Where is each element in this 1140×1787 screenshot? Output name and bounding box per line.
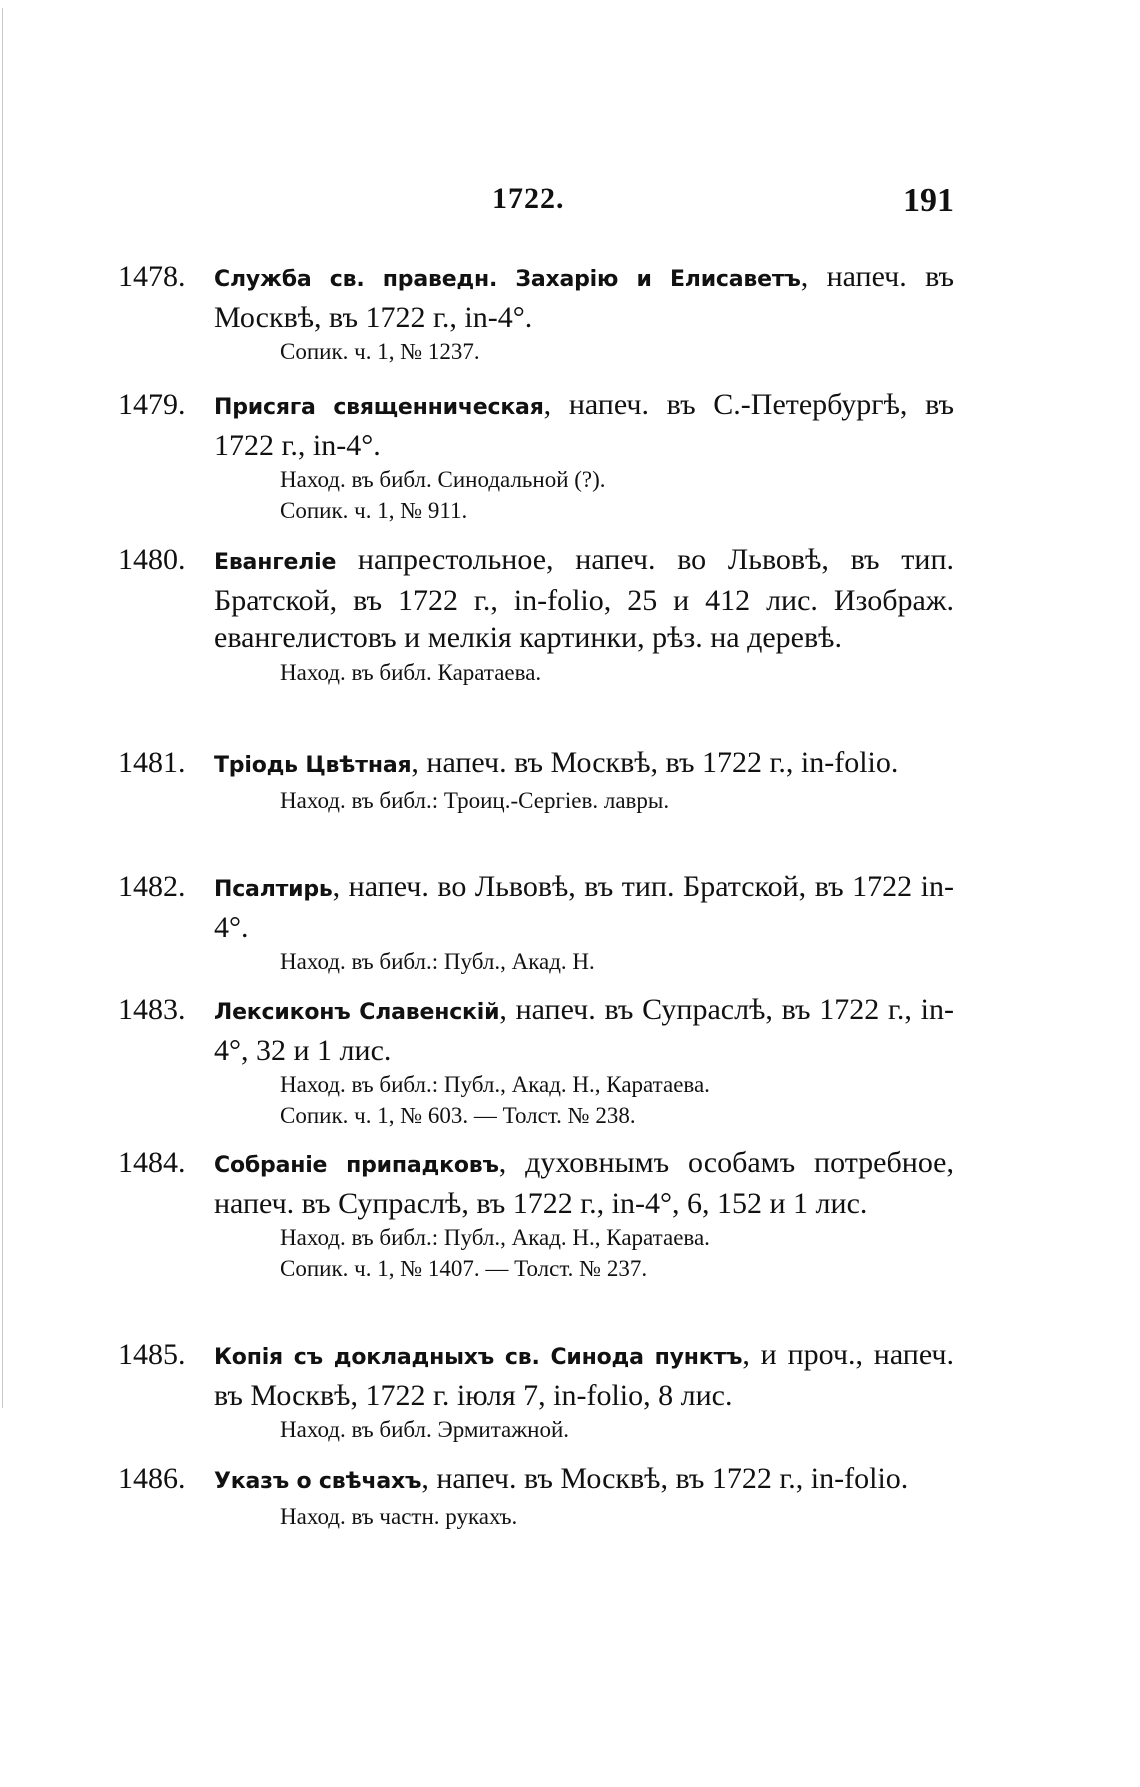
page-number: 191 [903, 182, 954, 219]
entry-text [214, 991, 954, 1131]
entry-notes [214, 336, 954, 367]
entry-note: Сопик. ч. 1, № 603. — Толст. № 238. [280, 1103, 636, 1128]
entry-text [214, 1144, 954, 1284]
entry-title: Копія съ докладныхъ св. Синода пунктъ [214, 1345, 743, 1370]
entry-title: Указъ о свѣчахъ [214, 1469, 422, 1494]
entry-number: 1480. [118, 543, 186, 576]
entry-note: Наход. въ библ.: Троиц.-Сергіев. лавры. [280, 787, 670, 813]
entry-text [214, 541, 954, 688]
entry-notes [214, 1414, 954, 1445]
entry-notes [214, 1222, 954, 1284]
entry-number: 1479. [118, 388, 186, 421]
entry-body: , напеч. въ Москвѣ, въ 1722 г., in-4°. [214, 260, 955, 334]
entry-title: Евангеліе [214, 550, 337, 575]
entry-number: 1486. [118, 1462, 186, 1495]
entry-title: Собраніе припадковъ [214, 1153, 499, 1178]
entry-body: напрестольное, напеч. во Львовѣ, въ тип. Братской, въ 1722 г., in-folio, 25 и 412 лис. Изображ. евангелистовъ и мелкія картинки, рѣз. на деревѣ. [214, 543, 954, 654]
entry-text [214, 744, 954, 816]
entry-number: 1484. [118, 1146, 186, 1179]
entry-note: Наход. въ библ. Эрмитажной. [280, 1417, 570, 1442]
entry-number: 1485. [118, 1338, 186, 1371]
entry-text [214, 258, 954, 367]
entry-body: , напеч. въ Москвѣ, въ 1722 г., in-folio. [421, 1462, 909, 1495]
entry-body: , напеч. въ С.-Петербургѣ, въ 1722 г., in-4°. [214, 388, 954, 462]
entry-text [214, 386, 954, 526]
entry-title: Лексиконъ Славенскій [214, 1000, 500, 1025]
entry-number: 1481. [118, 746, 186, 779]
running-header [0, 182, 1140, 226]
entry-text [214, 1336, 954, 1445]
entry-notes [214, 1501, 954, 1532]
entry-note: Сопик. ч. 1, № 1237. [280, 339, 480, 364]
entry-body: , и проч., напеч. въ Москвѣ, 1722 г. іюля 7, in-folio, 8 лис. [214, 1338, 954, 1412]
entry-title: Псалтирь [214, 877, 333, 902]
running-year: 1722. [492, 182, 565, 215]
entry-note: Наход. въ библ. Синодальной (?). [280, 467, 606, 492]
entry-note: Наход. въ библ.: Публ., Акад. Н., Каратаева. [280, 1225, 710, 1250]
entry-number: 1482. [118, 870, 186, 903]
entry-title: Присяга священническая [214, 395, 544, 420]
entry-note: Наход. въ библ.: Публ., Акад. Н. [280, 949, 595, 974]
entry-note: Наход. въ библ.: Публ., Акад. Н., Каратаева. [280, 1072, 710, 1097]
entry-body: , духовнымъ особамъ потребное, напеч. въ Супраслѣ, въ 1722 г., in-4°, 6, 152 и 1 лис. [214, 1146, 954, 1220]
entry-notes [214, 946, 954, 977]
entry-note: Сопик. ч. 1, № 911. [280, 498, 468, 523]
entry-notes [214, 785, 954, 816]
entry-note: Сопик. ч. 1, № 1407. — Толст. № 237. [280, 1256, 648, 1281]
entry-notes [214, 464, 954, 526]
entry-body: , напеч. въ Супраслѣ, въ 1722 г., in-4°, 32 и 1 лис. [214, 993, 954, 1067]
entry-body: , напеч. въ Москвѣ, въ 1722 г., in-folio. [411, 746, 899, 779]
entry-body: , напеч. во Львовѣ, въ тип. Братской, въ 1722 in-4°. [214, 870, 954, 944]
entry-notes [214, 1069, 954, 1131]
entry-title: Служба св. праведн. Захарію и Елисаветъ [214, 267, 801, 292]
entry-note: Наход. въ частн. рукахъ. [280, 1503, 518, 1529]
entry-number: 1478. [118, 260, 186, 293]
entry-note: Наход. въ библ. Каратаева. [280, 659, 542, 685]
entry-text [214, 868, 954, 977]
entry-number: 1483. [118, 993, 186, 1026]
entry-notes [214, 657, 954, 688]
entry-title: Тріодь Цвѣтная [214, 753, 412, 778]
entry-text [214, 1460, 954, 1532]
